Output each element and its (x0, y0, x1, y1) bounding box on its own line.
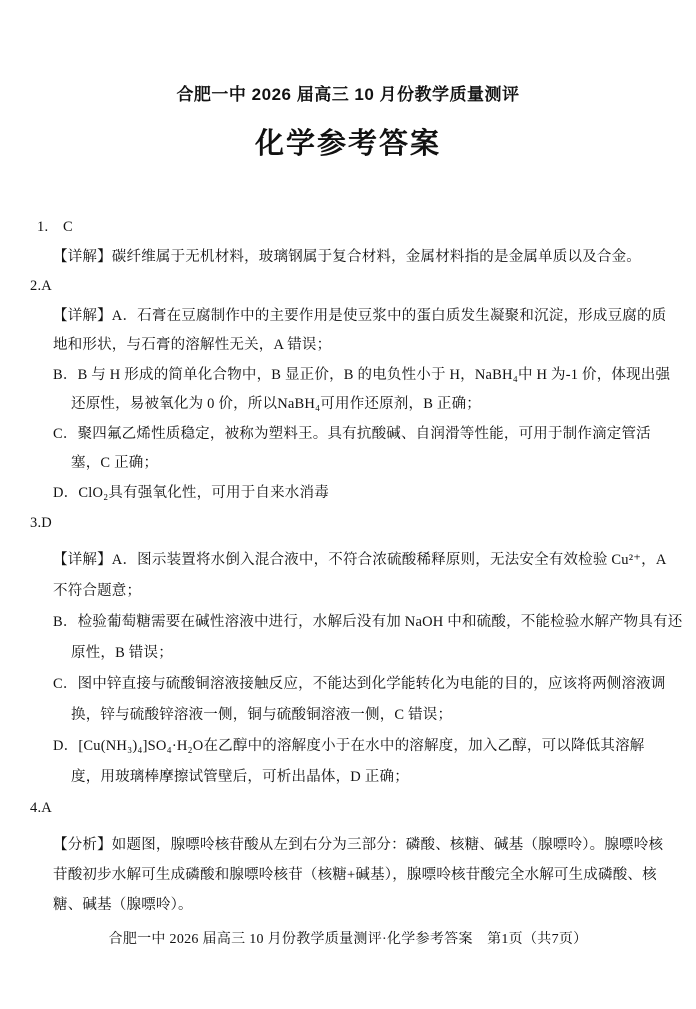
answer-number-q4: 4.A (30, 800, 52, 816)
answer-number-q1: 1. C (37, 219, 73, 235)
answer-line: B．B 与 H 形成的简单化合物中，B 显正价，B 的电负性小于 H，NaBH₄中 H 为-1 价，体现出强 (53, 366, 671, 383)
answers-content (0, 213, 696, 920)
answer-line: 【详解】A．石膏在豆腐制作中的主要作用是使豆浆中的蛋白质发生凝聚和沉淀，形成豆腐的质 (53, 307, 667, 324)
answer-block-q1 (0, 213, 696, 272)
page-title: 合肥一中 2026 届高三 10 月份教学质量测评 (176, 85, 520, 104)
answer-line: B．检验葡萄糖需要在碱性溶液中进行，水解后没有加 NaOH 中和硫酸，不能检验水解产物具有还 (53, 614, 683, 630)
answer-line: 【详解】碳纤维属于无机材料，玻璃钢属于复合材料，金属材料指的是金属单质以及合金。 (53, 248, 641, 265)
answer-number-q3: 3.D (30, 515, 52, 531)
page-footer: 合肥一中 2026 届高三 10 月份教学质量测评·化学参考答案 第1页（共7页） (108, 932, 588, 947)
answer-line: 糖、碱基（腺嘌呤）。 (53, 897, 193, 913)
answer-line: 原性，B 错误； (71, 645, 173, 661)
answer-line: D．[Cu(NH₃)₄]SO₄·H₂O在乙醇中的溶解度小于在水中的溶解度，加入乙醇，可以降低其溶解 (53, 738, 645, 754)
answer-line: 苷酸初步水解可生成磷酸和腺嘌呤核苷（核糖+碱基），腺嘌呤核苷酸完全水解可生成磷酸、核 (53, 867, 657, 883)
answer-line: D．ClO₂具有强氧化性，可用于自来水消毒 (53, 484, 329, 501)
answer-line: 【详解】A．图示装置将水倒入混合液中，不符合浓硫酸稀释原则，无法安全有效检验 Cu²⁺，A (53, 552, 667, 568)
answer-block-q3 (0, 508, 696, 793)
answer-number-q2: 2.A (30, 278, 52, 294)
answer-line: C．聚四氟乙烯性质稳定，被称为塑料王。具有抗酸碱、自润滑等性能，可用于制作滴定管活 (53, 425, 651, 442)
answer-block-q4 (0, 793, 696, 920)
answer-line: 塞，C 正确； (71, 455, 159, 471)
answer-line: 不符合题意； (53, 583, 142, 599)
answer-line: 地和形状，与石膏的溶解性无关，A 错误； (53, 337, 332, 353)
answer-block-q2 (0, 272, 696, 508)
answer-line: 还原性，易被氧化为 0 价，所以NaBH₄可用作还原剂，B 正确； (71, 396, 481, 412)
answer-line: C．图中锌直接与硫酸铜溶液接触反应，不能达到化学能转化为电能的目的，应该将两侧溶液调 (53, 676, 666, 692)
answer-line: 度，用玻璃棒摩擦试管壁后，可析出晶体，D 正确； (71, 769, 409, 785)
answer-line: 换，锌与硫酸锌溶液一侧，铜与硫酸铜溶液一侧，C 错误； (71, 707, 453, 723)
answer-line: 【分析】如题图，腺嘌呤核苷酸从左到右分为三部分：磷酸、核糖、碱基（腺嘌呤）。腺嘌呤核 (53, 837, 664, 853)
page-subtitle: 化学参考答案 (254, 128, 441, 160)
